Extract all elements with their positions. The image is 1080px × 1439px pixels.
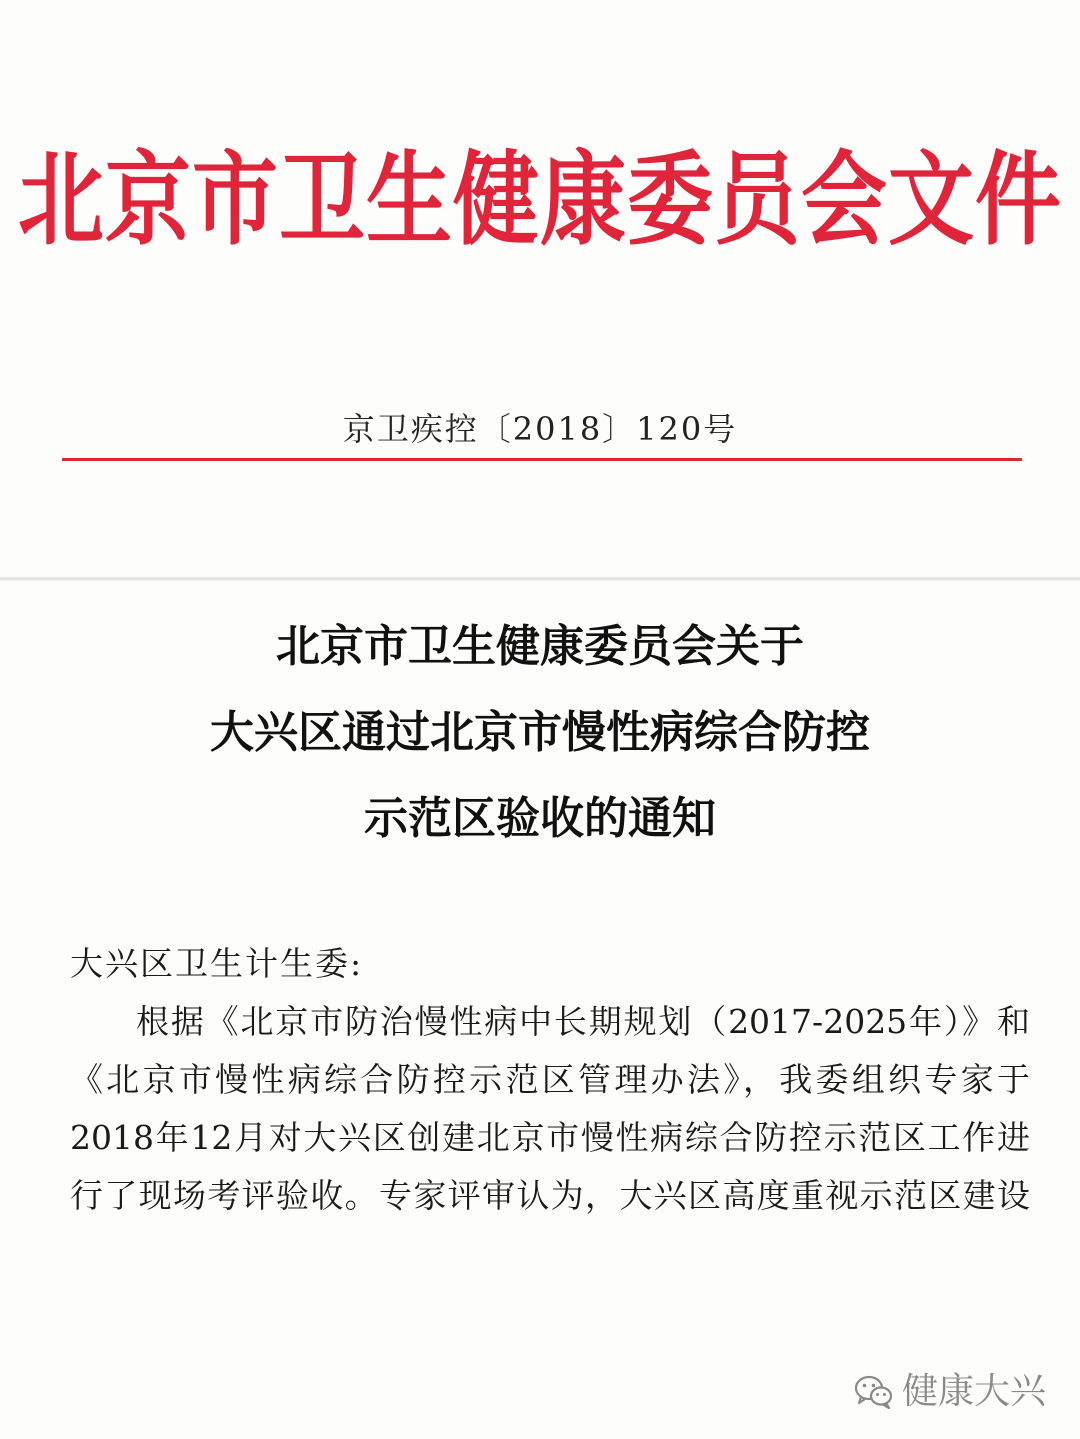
notice-title xyxy=(0,604,1080,862)
body-line-3: 2018年12月对大兴区创建北京市慢性病综合防控示范区工作进 xyxy=(70,1118,1030,1157)
document-number: 京卫疾控〔2018〕120号 xyxy=(342,410,738,448)
notice-title-line-3: 示范区验收的通知 xyxy=(364,793,716,844)
red-separator-rule xyxy=(62,458,1022,461)
body-line-2: 《北京市慢性病综合防控示范区管理办法》，我委组织专家于 xyxy=(70,1060,1030,1099)
notice-body xyxy=(70,935,1030,1225)
notice-title-line-2: 大兴区通过北京市慢性病综合防控 xyxy=(210,707,870,758)
watermark-text: 健康大兴 xyxy=(901,1371,1046,1412)
wechat-watermark xyxy=(854,1370,1046,1414)
wechat-icon xyxy=(854,1374,894,1410)
body-line-1: 根据《北京市防治慢性病中长期规划（2017-2025年）》和 xyxy=(136,1002,1030,1041)
notice-title-line-1: 北京市卫生健康委员会关于 xyxy=(276,621,804,672)
document-masthead: 北京市卫生健康委员会文件 xyxy=(18,140,1062,260)
paper-fold-line xyxy=(0,577,1080,581)
body-line-4: 行了现场考评验收。专家评审认为，大兴区高度重视示范区建设 xyxy=(70,1176,1030,1215)
salutation: 大兴区卫生计生委: xyxy=(70,944,364,983)
